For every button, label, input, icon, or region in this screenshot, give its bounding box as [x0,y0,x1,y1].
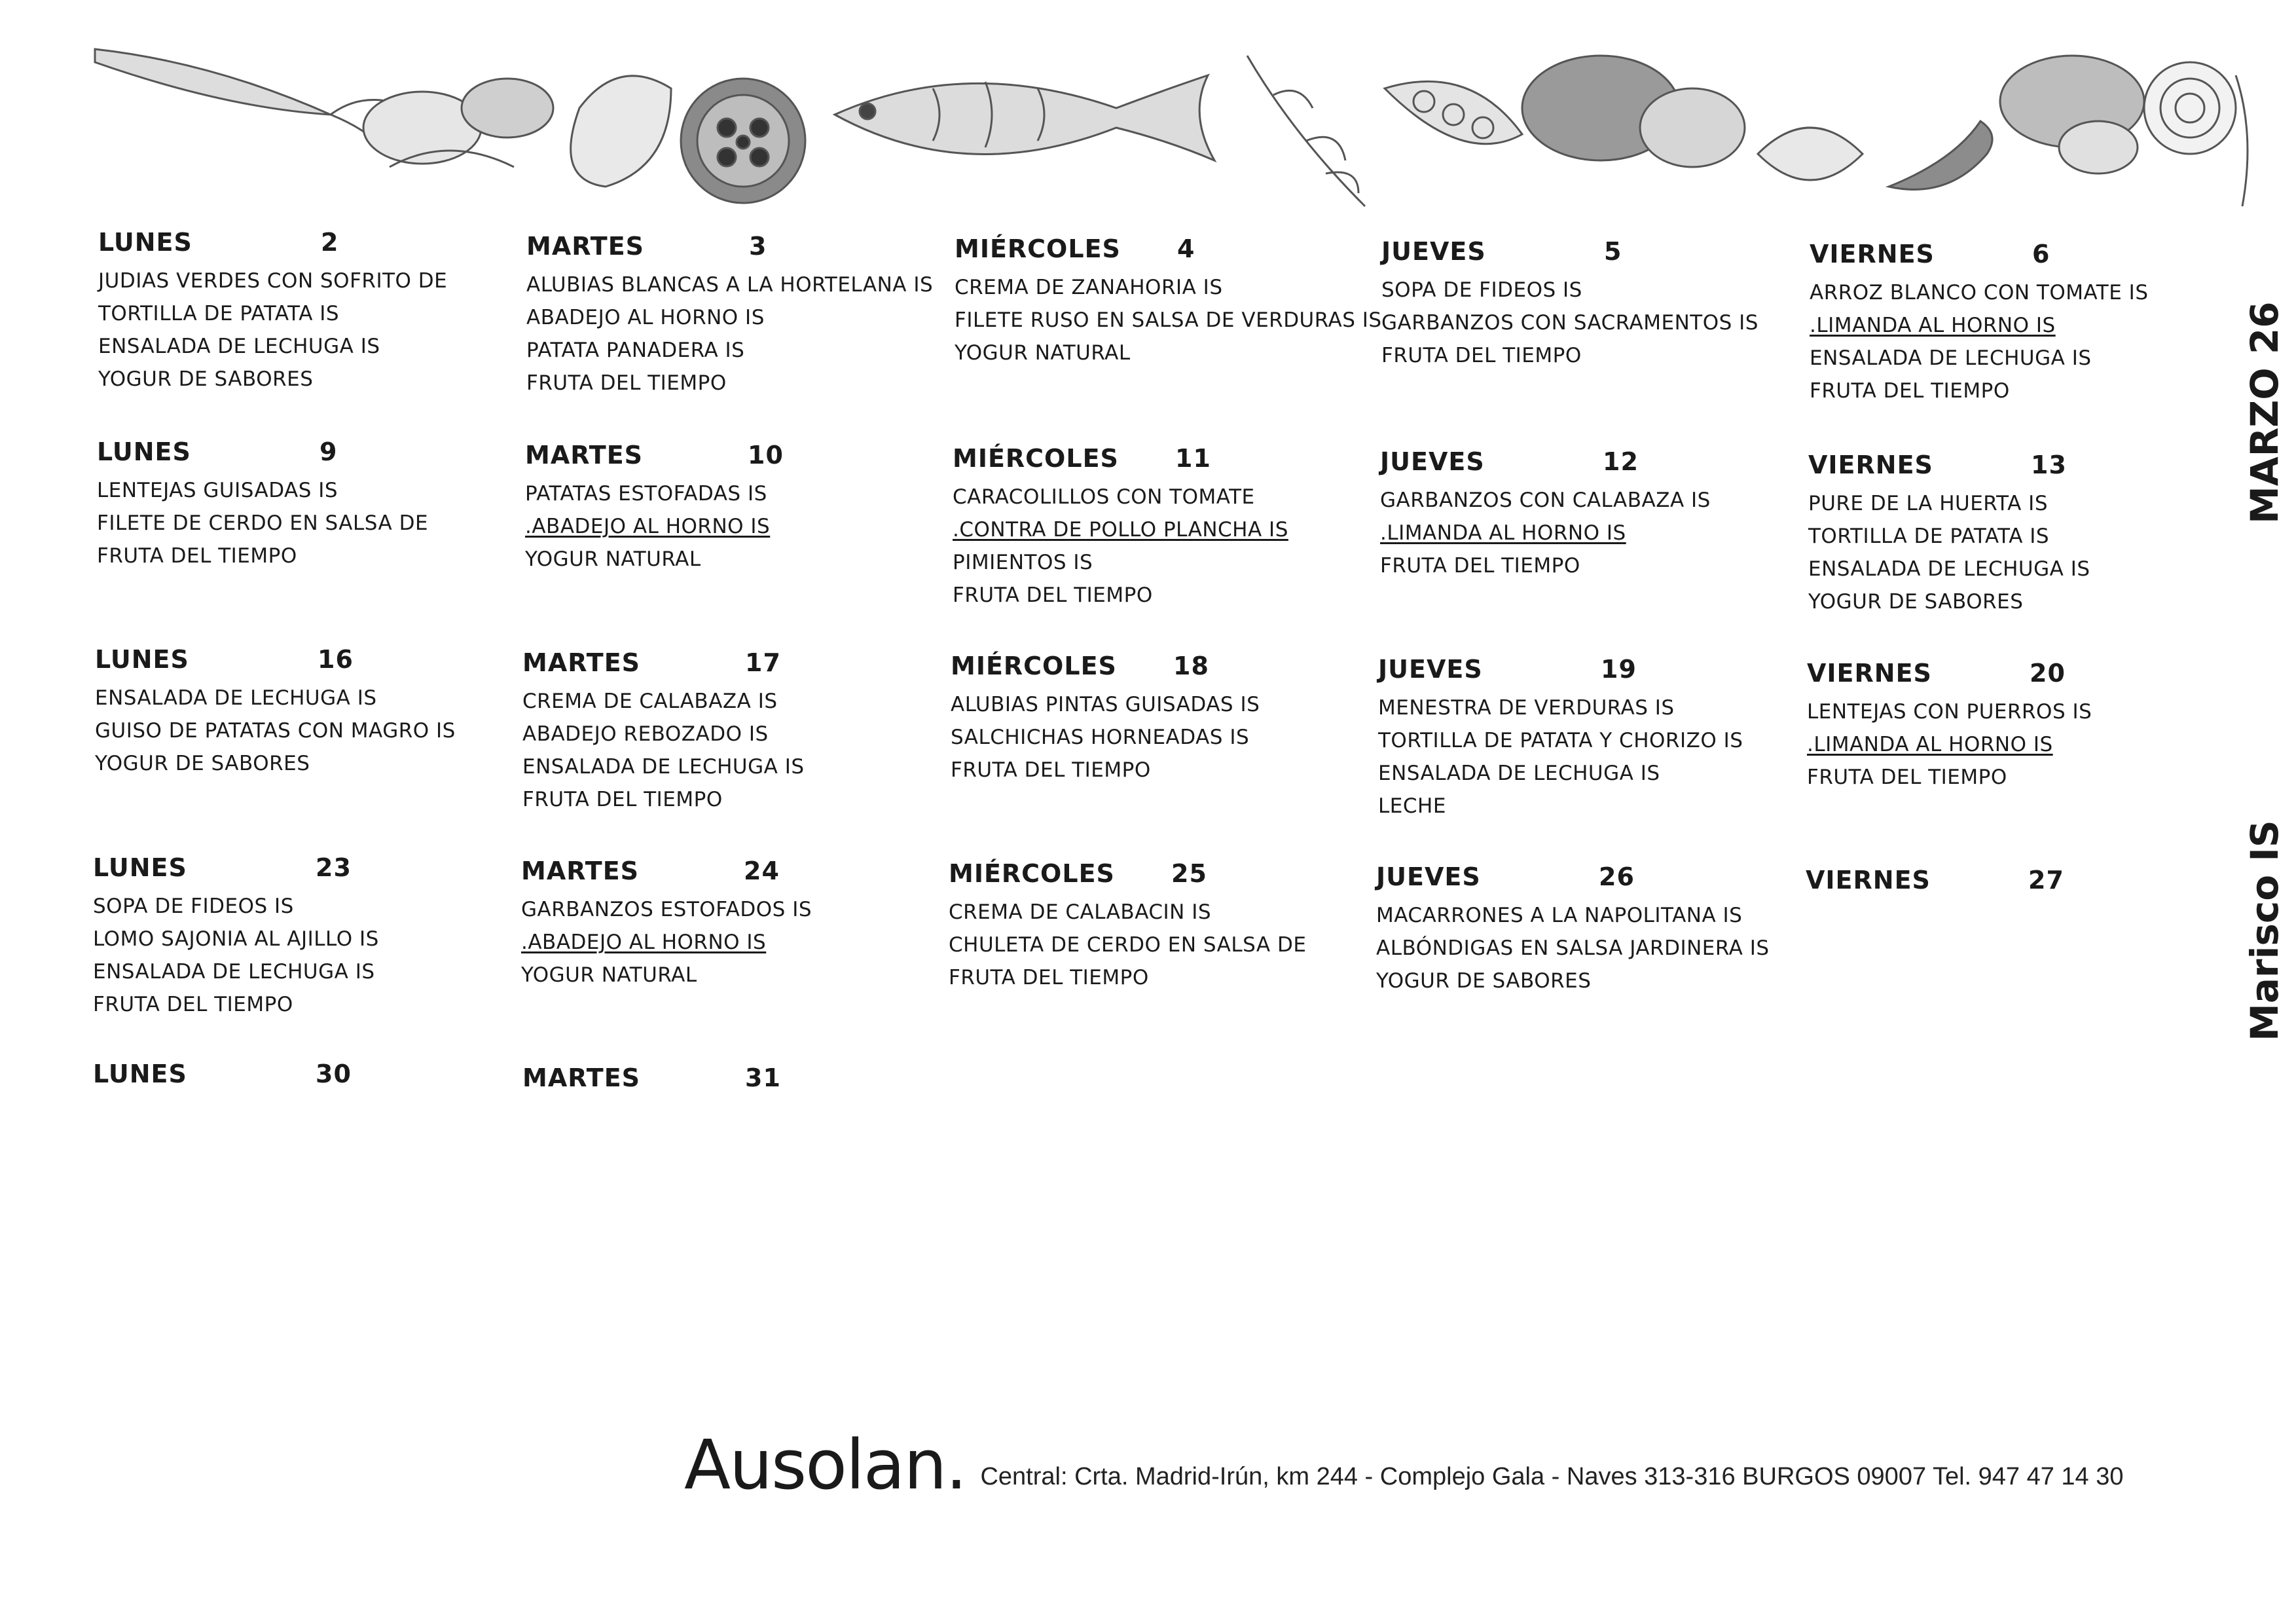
basil-icon [2000,56,2144,174]
menu-item: SOPA DE FIDEOS IS [93,895,294,918]
day-name: VIERNES [1808,451,1933,479]
day-name: LUNES [97,437,191,466]
menu-item: GUISO DE PATATAS CON MAGRO IS [95,719,456,743]
day-miercoles-4 [955,234,1382,369]
day-number: 25 [1171,859,1207,888]
menu-item: LENTEJAS GUISADAS IS [97,479,338,502]
day-name: MIÉRCOLES [951,652,1117,680]
day-name: MARTES [526,232,645,261]
onion-icon [1758,128,1863,180]
day-name: VIERNES [1810,240,1935,268]
chili-pepper-icon [1889,121,1992,189]
day-jueves-12 [1380,447,1793,582]
greens-icon [363,79,553,167]
day-name: LUNES [98,228,192,257]
menu-item: ENSALADA DE LECHUGA IS [93,960,375,984]
day-jueves-26 [1376,862,1789,997]
menu-item: PIMIENTOS IS [953,551,1093,574]
menu-item: CREMA DE CALABACIN IS [949,900,1212,924]
menu-item: FILETE DE CERDO EN SALSA DE [97,511,429,535]
fish-icon [835,75,1214,160]
menu-item: ENSALADA DE LECHUGA IS [1808,557,2090,581]
day-jueves-19 [1378,655,1791,822]
menu-item: FRUTA DEL TIEMPO [93,993,293,1016]
day-number: 12 [1603,447,1639,476]
menu-item: LENTEJAS CON PUERROS IS [1807,700,2092,724]
day-name: JUEVES [1378,655,1483,684]
menu-item: GARBANZOS CON CALABAZA IS [1380,489,1711,512]
gourd-icon [571,76,671,187]
day-number: 5 [1604,237,1622,266]
day-martes-17 [522,648,935,816]
menu-item: FRUTA DEL TIEMPO [953,583,1153,607]
day-lunes-23 [93,853,505,1021]
menu-item: PATATAS ESTOFADAS IS [525,482,767,506]
menu-item: CREMA DE CALABAZA IS [522,690,778,713]
menu-item: .CONTRA DE POLLO PLANCHA IS [953,518,1288,542]
menu-item: FRUTA DEL TIEMPO [1810,379,2010,403]
day-number: 9 [319,437,338,466]
day-number: 13 [2031,451,2067,479]
day-viernes-6 [1810,240,2222,407]
day-martes-31 [522,1063,935,1100]
menu-item: YOGUR DE SABORES [95,752,310,775]
menu-item: FRUTA DEL TIEMPO [526,371,727,395]
menu-item: CHULETA DE CERDO EN SALSA DE [949,933,1307,957]
herb-icon [1247,56,1365,206]
day-number: 6 [2032,240,2050,268]
day-name: MARTES [525,441,644,470]
day-number: 18 [1173,652,1209,680]
day-lunes-9 [97,437,509,572]
month-label: MARZO 26 [2242,301,2287,524]
menu-item: ENSALADA DE LECHUGA IS [95,686,377,710]
day-number: 30 [316,1060,352,1088]
menu-item: CREMA DE ZANAHORIA IS [955,276,1223,299]
menu-item: FILETE RUSO EN SALSA DE VERDURAS IS [955,308,1382,332]
menu-item: GARBANZOS CON SACRAMENTOS IS [1381,311,1758,335]
menu-item: SOPA DE FIDEOS IS [1381,278,1582,302]
menu-item: FRUTA DEL TIEMPO [949,966,1149,989]
menu-item: TORTILLA DE PATATA IS [98,302,340,325]
menu-item: FRUTA DEL TIEMPO [1807,766,2007,789]
day-viernes-13 [1808,451,2221,618]
day-number: 4 [1177,234,1195,263]
day-number: 26 [1599,862,1635,891]
menu-item: FRUTA DEL TIEMPO [951,758,1151,782]
menu-item: FRUTA DEL TIEMPO [522,788,723,811]
menu-item: GARBANZOS ESTOFADOS IS [521,898,812,921]
menu-item: YOGUR NATURAL [521,963,697,987]
menu-item: ALUBIAS PINTAS GUISADAS IS [951,693,1260,716]
day-name: VIERNES [1806,866,1931,895]
day-number: 2 [321,228,339,257]
day-jueves-5 [1381,237,1794,372]
menu-item: FRUTA DEL TIEMPO [97,544,297,568]
day-name: MIÉRCOLES [955,234,1121,263]
company-address: Central: Crta. Madrid-Irún, km 244 - Complejo Gala - Naves 313-316 BURGOS 09007 Tel. 947 47 14 30 [980,1463,2124,1490]
day-miercoles-25 [949,859,1361,994]
day-name: JUEVES [1380,447,1485,476]
menu-item: FRUTA DEL TIEMPO [1381,344,1582,367]
footer [684,1425,2124,1505]
menu-item: ARROZ BLANCO CON TOMATE IS [1810,281,2149,304]
carrot-icon [95,49,390,147]
menu-item: .LIMANDA AL HORNO IS [1807,733,2053,756]
day-miercoles-11 [953,444,1365,612]
day-number: 23 [316,853,352,882]
day-number: 10 [748,441,784,470]
day-name: MIÉRCOLES [949,859,1115,888]
day-lunes-16 [95,645,507,780]
menu-item: PATATA PANADERA IS [526,339,745,362]
food-illustration-banner [82,36,2269,232]
day-number: 31 [745,1063,781,1092]
day-viernes-20 [1807,659,2219,794]
lettuce-icon [1522,56,1745,167]
day-name: MARTES [522,648,641,677]
menu-item: .LIMANDA AL HORNO IS [1380,521,1626,545]
day-number: 17 [745,648,781,677]
day-name: LUNES [93,853,187,882]
menu-item: ABADEJO REBOZADO IS [522,722,769,746]
day-lunes-2 [98,228,511,396]
menu-item: .LIMANDA AL HORNO IS [1810,314,2056,337]
menu-item: .ABADEJO AL HORNO IS [525,515,771,538]
menu-item: ABADEJO AL HORNO IS [526,306,765,329]
menu-item: TORTILLA DE PATATA Y CHORIZO IS [1378,729,1743,752]
day-name: MIÉRCOLES [953,444,1119,473]
menu-item: LOMO SAJONIA AL AJILLO IS [93,927,379,951]
onion-slice-icon [2144,62,2236,154]
menu-item: YOGUR DE SABORES [1376,969,1592,993]
menu-item: YOGUR DE SABORES [98,367,314,391]
menu-item: YOGUR NATURAL [955,341,1131,365]
pea-pod-icon [1385,81,1522,143]
menu-item: CARACOLILLOS CON TOMATE [953,485,1255,509]
day-number: 3 [749,232,767,261]
menu-item: YOGUR NATURAL [525,547,701,571]
day-martes-10 [525,441,938,576]
menu-item: JUDIAS VERDES CON SOFRITO DE [98,269,448,293]
day-name: MARTES [522,1063,641,1092]
day-number: 11 [1175,444,1211,473]
menu-item: ALBÓNDIGAS EN SALSA JARDINERA IS [1376,936,1770,960]
day-name: JUEVES [1381,237,1486,266]
menu-item: ENSALADA DE LECHUGA IS [1810,346,2092,370]
menu-item: FRUTA DEL TIEMPO [1380,554,1580,578]
day-number: 19 [1601,655,1637,684]
menu-type-label: Marisco IS [2242,820,2287,1041]
menu-item: MACARRONES A LA NAPOLITANA IS [1376,904,1743,927]
menu-item: YOGUR DE SABORES [1808,590,2024,614]
day-number: 16 [318,645,354,674]
day-name: VIERNES [1807,659,1932,688]
tomato-icon [681,79,805,203]
menu-item: SALCHICHAS HORNEADAS IS [951,726,1250,749]
day-martes-24 [521,857,934,991]
day-number: 20 [2030,659,2066,688]
menu-item: ENSALADA DE LECHUGA IS [98,335,380,358]
day-miercoles-18 [951,652,1363,786]
day-lunes-30 [93,1060,505,1096]
day-name: LUNES [93,1060,187,1088]
day-viernes-27 [1806,866,2218,902]
day-number: 24 [744,857,780,885]
menu-item: ENSALADA DE LECHUGA IS [522,755,805,779]
day-name: MARTES [521,857,640,885]
day-name: LUNES [95,645,189,674]
menu-item: ALUBIAS BLANCAS A LA HORTELANA IS [526,273,934,297]
day-name: JUEVES [1376,862,1481,891]
menu-item: LECHE [1378,794,1446,818]
ausolan-logo: Ausolan. [684,1425,966,1505]
menu-item: .ABADEJO AL HORNO IS [521,931,767,954]
menu-item: MENESTRA DE VERDURAS IS [1378,696,1675,720]
menu-item: TORTILLA DE PATATA IS [1808,525,2050,548]
day-number: 27 [2028,866,2064,895]
day-martes-3 [526,232,939,399]
menu-item: PURE DE LA HUERTA IS [1808,492,2049,515]
menu-item: ENSALADA DE LECHUGA IS [1378,762,1660,785]
